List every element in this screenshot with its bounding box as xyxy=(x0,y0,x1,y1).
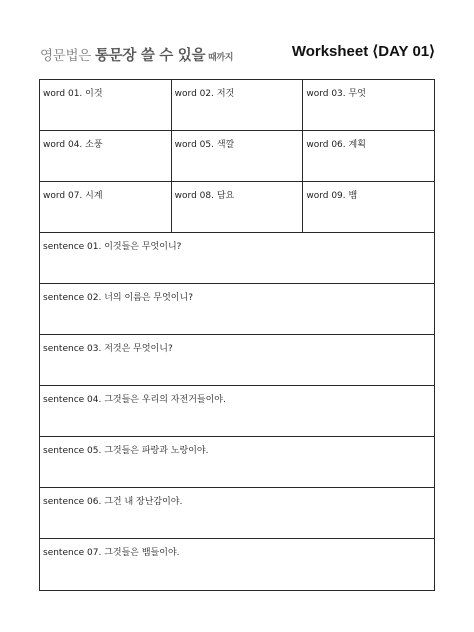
word-row xyxy=(40,80,434,131)
word-cell[interactable]: word 09. 뱀 xyxy=(306,191,358,201)
sentence-row[interactable]: sentence 07. 그것들은 뱀들이야. xyxy=(43,548,180,558)
word-row xyxy=(40,131,434,182)
brand-slogan-emphasis: 통문장 xyxy=(94,48,137,64)
worksheet-header xyxy=(40,42,435,68)
word-cell[interactable]: word 01. 이것 xyxy=(40,80,172,130)
word-cell[interactable]: word 04. 소풍 xyxy=(40,131,172,181)
sentence-row[interactable]: sentence 04. 그것들은 우리의 자전거들이야. xyxy=(40,386,434,437)
word-cell[interactable]: word 03. 무엇 xyxy=(306,89,366,99)
word-cell[interactable]: word 07. 시계 xyxy=(40,182,172,232)
brand-slogan-part: 영문법은 xyxy=(40,48,95,64)
sentence-row[interactable]: sentence 01. 이것들은 무엇이니? xyxy=(40,233,434,284)
word-row xyxy=(40,182,434,233)
sentence-row[interactable]: sentence 03. 저것은 무엇이니? xyxy=(40,335,434,386)
word-cell[interactable]: word 02. 저것 xyxy=(172,80,304,130)
sentence-row[interactable]: sentence 05. 그것들은 파랑과 노랑이야. xyxy=(40,437,434,488)
sentence-row[interactable]: sentence 02. 너의 이름은 무엇이니? xyxy=(40,284,434,335)
worksheet-title: Worksheet ⟨DAY 01⟩ xyxy=(291,43,435,60)
word-cell[interactable]: word 06. 계획 xyxy=(306,140,366,150)
brand-slogan-emphasis: 쓸 수 있을 xyxy=(136,48,206,64)
brand-slogan-small: 때까지 xyxy=(205,53,234,63)
worksheet-grid xyxy=(39,79,435,591)
word-cell[interactable]: word 08. 담요 xyxy=(172,182,304,232)
brand-slogan xyxy=(40,44,233,65)
word-cell[interactable]: word 05. 색깔 xyxy=(172,131,304,181)
sentence-row[interactable]: sentence 06. 그건 내 장난감이야. xyxy=(40,488,434,539)
